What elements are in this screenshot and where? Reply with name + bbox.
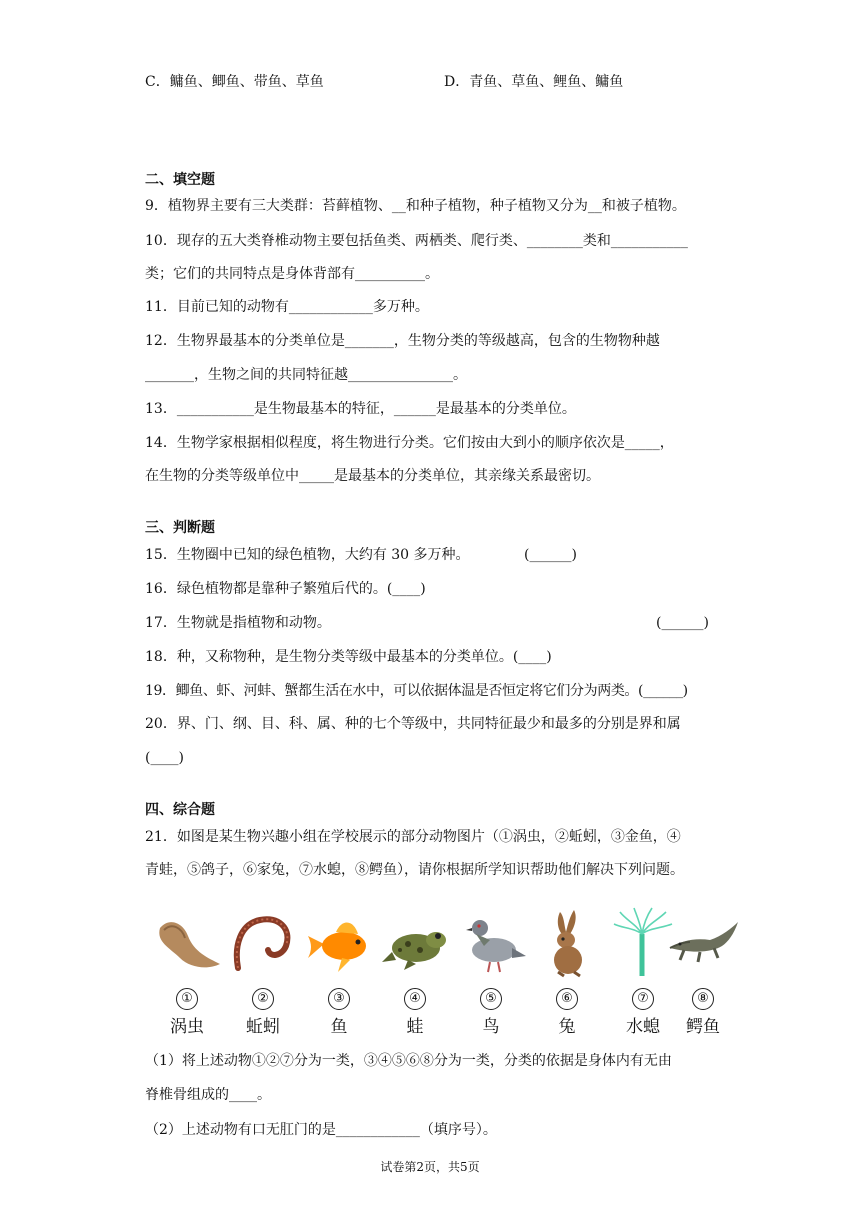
question-14-line2: 在生物的分类等级单位中_____是最基本的分类单位，其亲缘关系最密切。 xyxy=(145,468,600,484)
question-20-line2: (____) xyxy=(145,750,184,766)
animal-6 xyxy=(530,906,604,1036)
animal-name: 涡虫 xyxy=(170,1017,204,1037)
question-11: 11．目前已知的动物有____________多万种。 xyxy=(145,299,429,315)
question-16: 16．绿色植物都是靠种子繁殖后代的。(____) xyxy=(145,581,426,597)
animal-number: ⑥ xyxy=(556,988,578,1010)
section-4-title: 四、综合题 xyxy=(145,802,215,818)
animal-name: 鱼 xyxy=(330,1017,348,1037)
question-12-line2: _______，生物之间的共同特征越_______________。 xyxy=(145,367,467,383)
flatworm-icon xyxy=(150,906,224,980)
question-17: 17．生物就是指植物和动物。 xyxy=(145,615,331,631)
animal-number: ② xyxy=(252,988,274,1010)
animal-number: ⑧ xyxy=(692,988,714,1010)
rabbit-icon xyxy=(530,906,604,980)
animal-2 xyxy=(226,906,300,1036)
page-footer: 试卷第2页，共5页 xyxy=(380,1160,480,1174)
animal-number: ④ xyxy=(404,988,426,1010)
section-2-title: 二、填空题 xyxy=(145,172,215,188)
goldfish-icon xyxy=(302,906,376,980)
crocodile-icon xyxy=(666,906,740,980)
frog-icon xyxy=(378,906,452,980)
animal-3 xyxy=(302,906,376,1036)
animal-1 xyxy=(150,906,224,1036)
question-10-line1: 10．现存的五大类脊椎动物主要包括鱼类、两栖类、爬行类、________类和___________ xyxy=(145,233,688,249)
question-13: 13．___________是生物最基本的特征，______是最基本的分类单位。 xyxy=(145,401,576,417)
animal-name: 蚯蚓 xyxy=(246,1017,280,1037)
question-18: 18．种，又称物种，是生物分类等级中最基本的分类单位。(____) xyxy=(145,649,552,665)
question-21-line2: 青蛙，⑤鸽子，⑥家兔，⑦水螅，⑧鳄鱼），请你根据所学知识帮助他们解决下列问题。 xyxy=(145,862,684,878)
pigeon-icon xyxy=(454,906,528,980)
animal-number: ③ xyxy=(328,988,350,1010)
option-d: D．青鱼、草鱼、鲤鱼、鳙鱼 xyxy=(444,74,624,90)
question-12-line1: 12．生物界最基本的分类单位是_______，生物分类的等级越高，包含的生物物种越 xyxy=(145,333,660,349)
section-3-title: 三、判断题 xyxy=(145,520,215,536)
question-19: 19．鲫鱼、虾、河蚌、蟹都生活在水中，可以依据体温是否恒定将它们分为两类。(______) xyxy=(145,683,688,699)
question-15-blank: (______) xyxy=(524,547,577,563)
animal-figure xyxy=(150,906,740,1036)
question-15: 15．生物圈中已知的绿色植物，大约有 30 多万种。 xyxy=(145,547,470,563)
sub-question-2: （2）上述动物有口无肛门的是____________（填序号）。 xyxy=(145,1122,497,1138)
sub-question-1-line2: 脊椎骨组成的____。 xyxy=(145,1087,271,1103)
animal-number: ① xyxy=(176,988,198,1010)
question-14-line1: 14．生物学家根据相似程度，将生物进行分类。它们按由大到小的顺序依次是_____， xyxy=(145,435,674,451)
animal-8 xyxy=(666,906,740,1036)
question-9: 9．植物界主要有三大类群：苔藓植物、__和种子植物，种子植物又分为__和被子植物。 xyxy=(145,198,686,214)
animal-name: 鳄鱼 xyxy=(686,1017,720,1037)
question-20-line1: 20．界、门、纲、目、科、属、种的七个等级中，共同特征最少和最多的分别是界和属 xyxy=(145,716,681,732)
animal-number: ⑤ xyxy=(480,988,502,1010)
question-21-line1: 21．如图是某生物兴趣小组在学校展示的部分动物图片（①涡虫，②蚯蚓，③金鱼，④ xyxy=(145,829,681,845)
animal-number: ⑦ xyxy=(632,988,654,1010)
animal-name: 兔 xyxy=(558,1017,576,1037)
earthworm-icon xyxy=(226,906,300,980)
animal-name: 水螅 xyxy=(626,1017,660,1037)
animal-5 xyxy=(454,906,528,1036)
animal-4 xyxy=(378,906,452,1036)
question-10-line2: 类；它们的共同特点是身体背部有__________。 xyxy=(145,266,439,282)
option-c: C．鳙鱼、鲫鱼、带鱼、草鱼 xyxy=(145,74,324,90)
animal-name: 蛙 xyxy=(406,1017,424,1037)
sub-question-1-line1: （1）将上述动物①②⑦分为一类，③④⑤⑥⑧分为一类，分类的依据是身体内有无由 xyxy=(145,1053,672,1069)
question-17-blank: (______) xyxy=(656,615,709,631)
animal-name: 鸟 xyxy=(482,1017,500,1037)
